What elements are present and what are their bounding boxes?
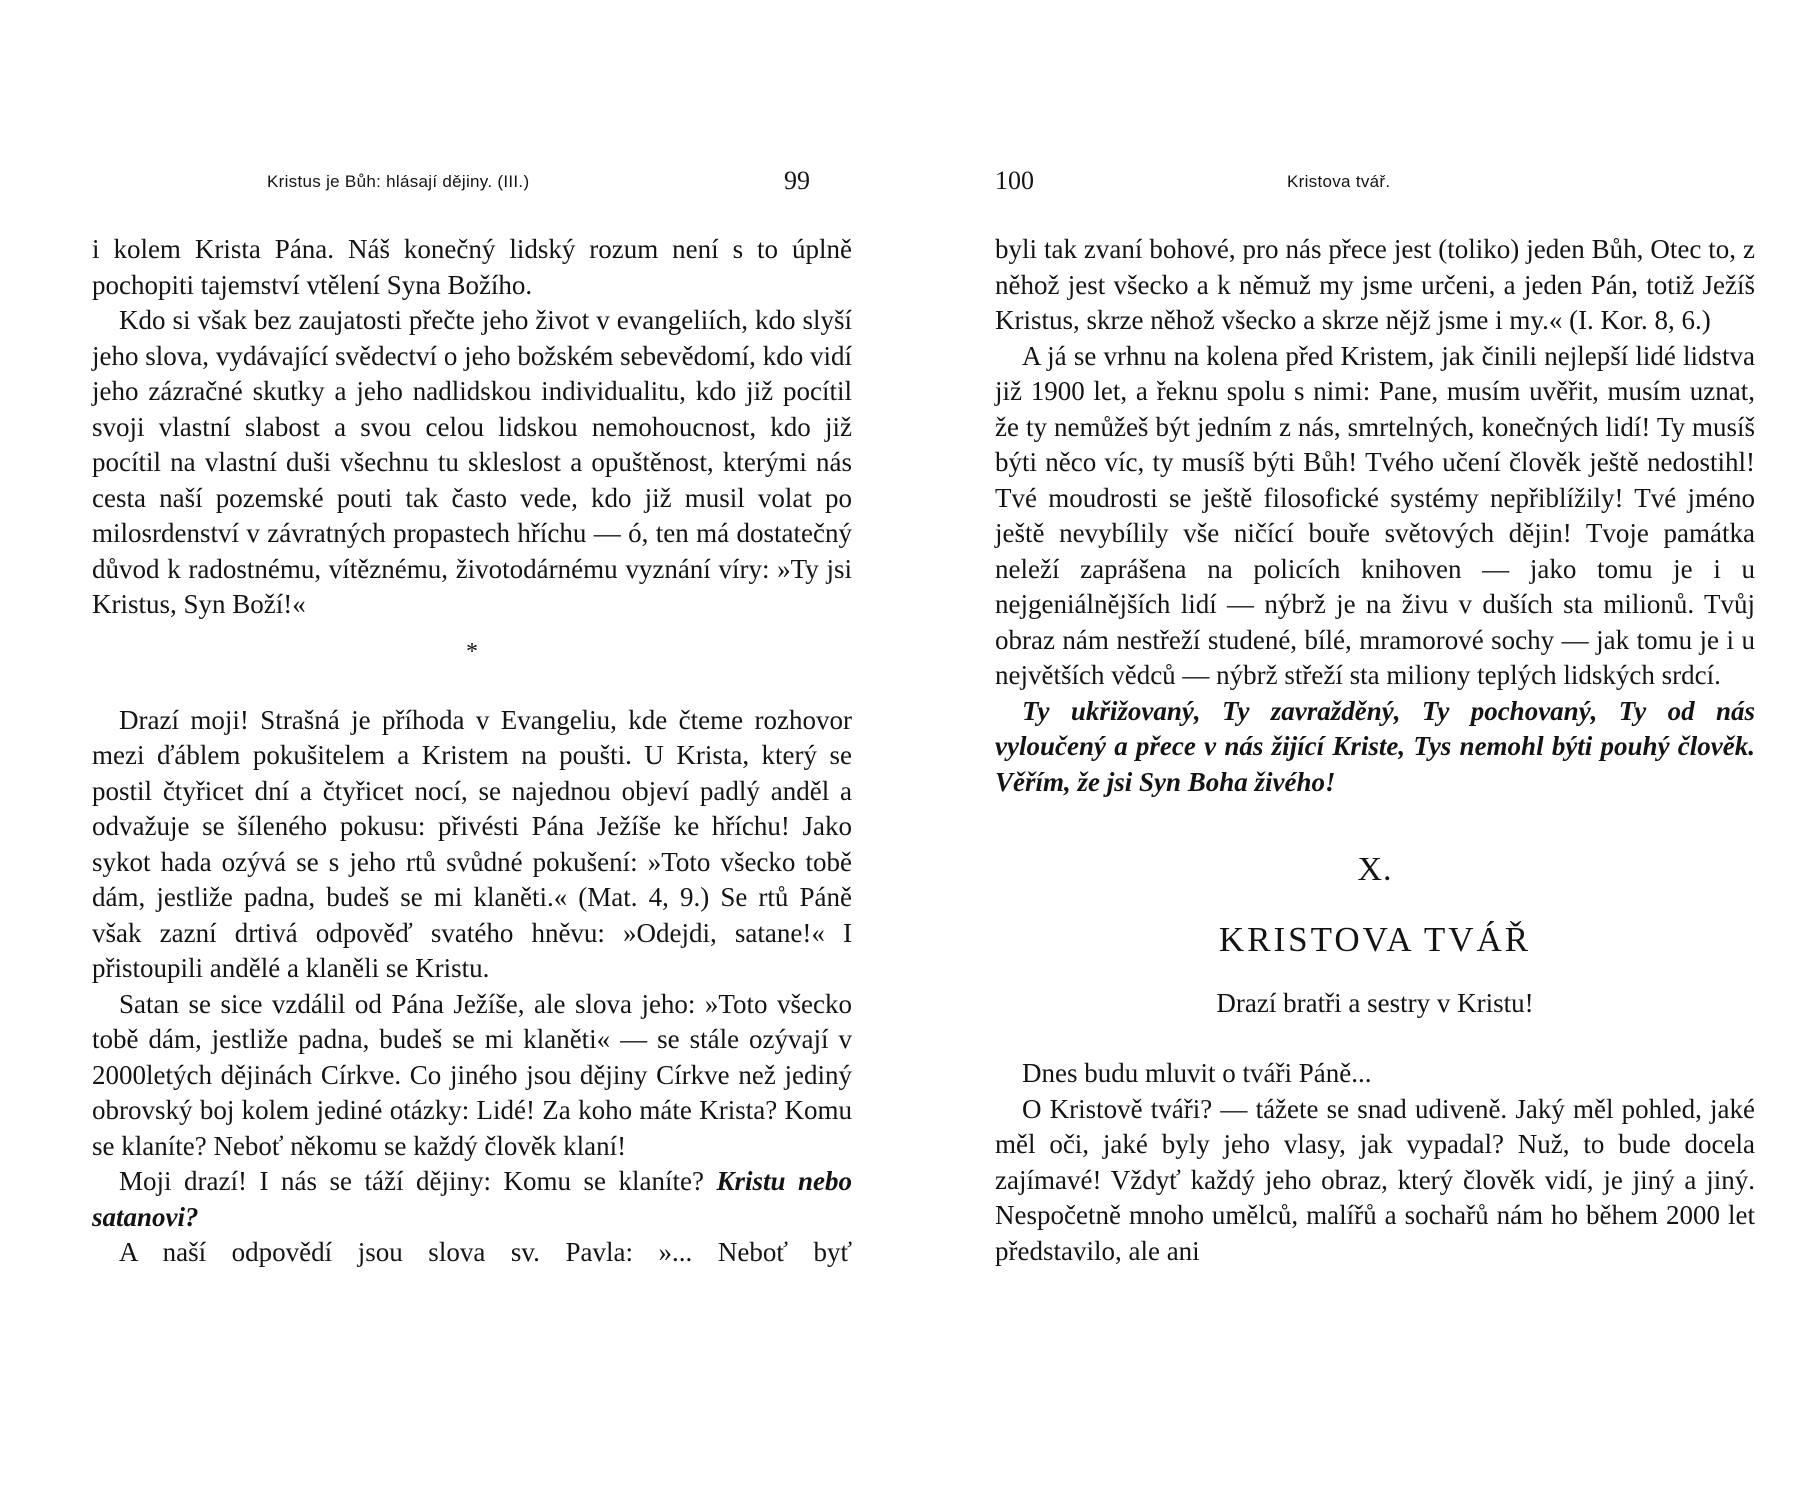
chapter-address: Drazí bratři a sestry v Kristu! [1216,988,1534,1018]
paragraph-text: Moji drazí! I nás se táží dějiny: Komu se klaníte? [119,1166,717,1196]
paragraph: O Kristově tváři? — tážete se snad udiveně. Jaký měl pohled, jaké měl oči, jaké byly jeho vlasy, jak vypadal? Nuž, to bude docela zajímavé! Vždyť každý jeho obraz, který člověk vidí, je jiný a jiný. Nespočetně mnoho umělců, malířů a sochařů nám ho během 2000 let představilo, ale ani [995,1093,1755,1266]
paragraph: byli tak zvaní bohové, pro nás přece jest (toliko) jeden Bůh, Otec to, z něhož jest všecko a k němuž my jsme určeni, a jeden Pán, totiž Ježíš Kristus, skrze něhož všecko a skrze nějž jsme i my.« (I. Kor. 8, 6.) [995,234,1755,335]
chapter-title: KRISTOVA TVÁŘ [1218,920,1532,959]
chapter-number: X. [1357,851,1393,888]
right-page-body [995,232,1755,1269]
running-title: Kristova tvář. [1287,172,1391,191]
section-ornament: * [466,638,478,665]
left-page [92,0,852,1271]
paragraph [92,1164,852,1235]
paragraph: i kolem Krista Pána. Náš konečný lidský rozum není s to úplně pochopiti tajemství vtělení Syna Božího. [92,234,852,300]
paragraph: A já se vrhnu na kolena před Kristem, jak činili nejlepší lidé lidstva již 1900 let, a řeknu spolu s nimi: Pane, musím uvěřit, musím uznat, že ty nemůžeš být jedním z nás, smrtelných, konečných lidí! Ty musíš býti něco víc, ty musíš býti Bůh! Tvého učení člověk ještě nedostihl! Tvé moudrosti se ještě filosofické systémy nepřiblížily! Tvé jméno ještě nevybílily vše ničící bouře světových dějin! Tvoje památka neleží zaprášena na policích knihoven — jako tomu je i u nejgeniálnějších lidí — nýbrž je na živu v duších sta milionů. Tvůj obraz nám nestřeží studené, bílé, mramorové sochy — jak tomu je i u největších vědců — nýbrž střeží sta miliony teplých lidských srdcí. [995,340,1755,690]
right-page-header [995,168,1755,198]
paragraph: Satan se sice vzdálil od Pána Ježíše, ale slova jeho: »Toto všecko tobě dám, jestliže padna, budeš se mi klaněti« — se stále ozývají v 2000letých dějinách Církve. Co jiného jsou dějiny Církve než jediný obrovský boj kolem jediné otázky: Lidé! Za koho máte Krista? Komu se klaníte? Neboť někomu se každý člověk klaní! [92,988,852,1161]
emphasized-paragraph: Ty ukřižovaný, Ty zavražděný, Ty pochovaný, Ty od nás vyloučený a přece v nás žijící Kriste, Tys nemohl býti pouhý člověk. Věřím, že jsi Syn Boha živého! [995,695,1755,797]
page-number: 100 [995,166,1034,195]
emphasized-text: Kristu nebo satanovi? [92,1166,853,1232]
page-number: 99 [784,166,810,195]
right-page [995,0,1755,1269]
left-page-header [92,168,852,198]
paragraph: Drazí moji! Strašná je příhoda v Evangeliu, kde čteme rozhovor mezi ďáblem pokušitelem a Kristem na poušti. U Krista, který se postil čtyřicet dní a čtyřicet nocí, se najednou objeví padlý anděl a odvažuje se šíleného pokusu: přivésti Pána Ježíše ke hříchu! Jako sykot hada ozývá se s jeho rtů svůdné pokušení: »Toto všecko tobě dám, jestliže padna, budeš se mi klaněti.« (Mat. 4, 9.) Se rtů Páně však zazní drtivá odpověď svatého hněvu: »Odejdi, satane!« I přistoupili andělé a klaněli se Kristu. [92,704,852,983]
running-title: Kristus je Bůh: hlásají dějiny. (III.) [267,172,530,191]
paragraph: Kdo si však bez zaujatosti přečte jeho život v evangeliích, kdo slyší jeho slova, vydávající svědectví o jeho božském sebevědomí, kdo vidí jeho zázračné skutky a jeho nadlidskou individualitu, kdo již pocítil svoji vlastní slabost a svou celou lidskou nemohoucnost, kdo již pocítil na vlastní duši všechnu tu skleslost a opuštěnost, kterými nás cesta naší pozemské pouti tak často vede, kdo již musil volat po milosrdenství v závratných propastech hříchu — ó, ten má dostatečný důvod k radostnému, vítěznému, životodárnému vyznání víry: »Ty jsi Kristus, Syn Boží!« [92,305,852,619]
paragraph: A naší odpovědí jsou slova sv. Pavla: »... Neboť byť [119,1237,852,1267]
paragraph: Dnes budu mluvit o tváři Páně... [1022,1058,1372,1088]
spacer [995,1020,1755,1056]
left-page-body [92,232,852,1271]
